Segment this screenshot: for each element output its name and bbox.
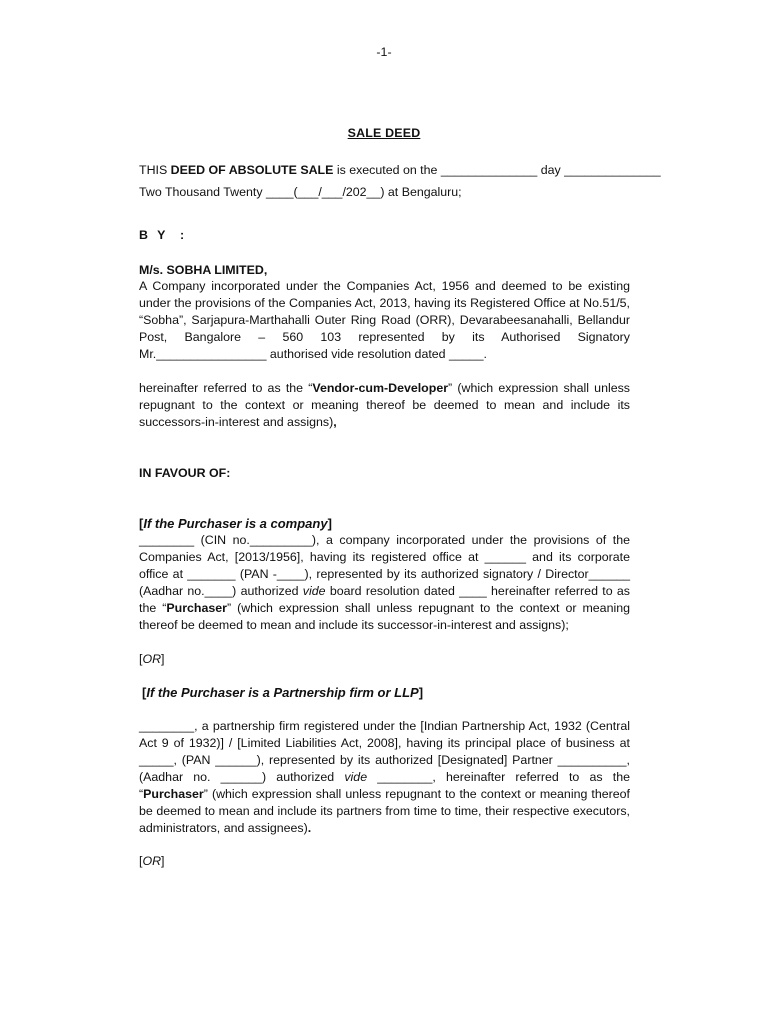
vendor-name: M/s. SOBHA LIMITED, xyxy=(139,263,268,277)
opening-line-1: THIS DEED OF ABSOLUTE SALE is executed on the ______________ day ______________ xyxy=(139,163,661,177)
vendor-referred-clause: hereinafter referred to as the “Vendor-cum-Developer” (which expression shall unless repugnant to the context or meaning thereof be deemed to mean and include its successors-in-interest and assigns), xyxy=(139,381,630,429)
by-colon: : xyxy=(180,228,185,242)
vendor-description: A Company incorporated under the Companies Act, 1956 and deemed to be existing under the provisions of the Companies Act, 2013, having its Registered Office at No.51/5, “Sobha”, Sarjapura-Marthahalli Outer Ring Road (ORR), Devarabeesanahalli, Bellandur Post, Bangalore – 560 103 represented by its Authorised Signatory Mr.________________ authorised vide resolution dated _____. xyxy=(139,279,630,361)
vendor-role: Vendor-cum-Developer xyxy=(312,381,449,395)
or-separator-2: [OR] xyxy=(139,854,165,868)
page-number: -1- xyxy=(376,45,392,59)
by-label: B Y xyxy=(139,228,169,242)
document-title: SALE DEED xyxy=(347,126,421,140)
company-heading: [If the Purchaser is a company] xyxy=(139,516,332,531)
opening-line-2: Two Thousand Twenty ____(___/___/202__) at Bengaluru; xyxy=(139,185,462,199)
or-separator-1: [OR] xyxy=(139,652,165,666)
company-clause: ________ (CIN no._________), a company incorporated under the provisions of the Companies Act, [2013/1956], having its registered office at ______ and its corporate office at _______ (PAN -____), represented by its authorized signatory / Director______ (Aadhar no.____) authorized vide board resolution dated ____ hereinafter referred to as the “Purchaser” (which expression shall unless repugnant to the context or meaning thereof be deemed to mean and include its successor-in-interest and assigns); xyxy=(139,533,631,632)
purchaser-label: Purchaser xyxy=(143,787,204,801)
in-favour-heading: IN FAVOUR OF: xyxy=(139,466,231,480)
partnership-clause: ________, a partnership firm registered under the [Indian Partnership Act, 1932 (Central Act 9 of 1932)] / [Limited Liabilities Act, 2008], having its principal place of business at _____, (PAN ______), represented by its authorized [Designated] Partner __________, (Aadhar no. ______) authorized vide ________, hereinafter referred to as the “Purchaser” (which expression shall unless repugnant to the context or meaning thereof be deemed to mean and include its partners from time to time, their respective executors, administrators, and assignees). xyxy=(139,719,630,835)
deed-type: DEED OF ABSOLUTE SALE xyxy=(170,163,334,177)
purchaser-label: Purchaser xyxy=(166,601,227,615)
partnership-heading: [If the Purchaser is a Partnership firm or LLP] xyxy=(142,685,424,700)
